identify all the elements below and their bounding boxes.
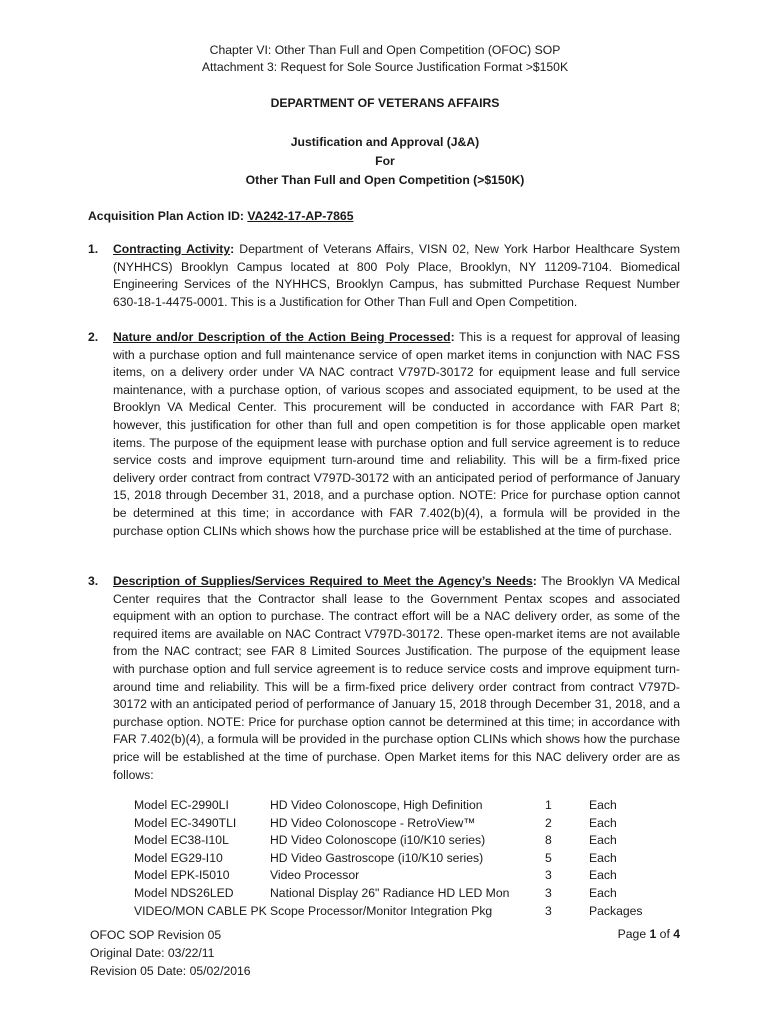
page-number [618, 926, 680, 944]
section-heading: Contracting Activity [113, 242, 231, 256]
table-row [134, 903, 669, 921]
section-text: This is a request for approval of leasing with a purchase option and full maintenance service of open market items in conjunction with NAC FSS items, on a delivery order under VA NAC contract V797D-30172 for equipment lease and full service maintenance, with a purchase option, of various scopes and associated equipment, to be used at the Brooklyn VA Medical Center. This procurement will be conducted in accordance with FAR Part 8; however, this justification for other than full and open competition is for those applicable open market items. The purpose of the equipment lease with purchase option and full service agreement is to reduce service costs and improve equipment turn-around time and reliability. This will be a firm-fixed price delivery order contract from contract V797D-30172 with an anticipated period of performance of January 15, 2018 through December 31, 2018, and a purchase option. NOTE: Price for purchase option cannot be determined at this time; in accordance with FAR 7.402(b)(4), a formula will be provided in the purchase option CLINs which shows how the purchase price will be established at the time of purchase. [113, 330, 680, 538]
item-description: Scope Processor/Monitor Integration Pkg [270, 903, 493, 918]
section-heading: Nature and/or Description of the Action Being Processed [113, 330, 451, 344]
department-heading: DEPARTMENT OF VETERANS AFFAIRS [270, 96, 500, 110]
item-quantity: 5 [545, 850, 552, 865]
acquisition-label: Acquisition Plan Action ID: [88, 209, 248, 223]
section-supplies-services [88, 573, 680, 784]
section-heading: Description of Supplies/Services Required to Meet the Agency’s Needs [113, 574, 533, 588]
item-unit: Each [589, 850, 617, 865]
item-model: Model EG29-I10 [134, 850, 223, 865]
footer-revision-date: Revision 05 Date: 05/02/2016 [90, 964, 251, 978]
document-title [0, 133, 770, 190]
item-model: Model EPK-I5010 [134, 868, 230, 883]
item-quantity: 1 [545, 798, 552, 812]
item-model: VIDEO/MON CABLE PK [134, 903, 267, 918]
item-model: Model EC-3490TLI [134, 815, 237, 830]
item-unit: Each [589, 798, 617, 812]
table-row [134, 850, 669, 868]
page-total: 4 [673, 927, 680, 941]
page-header [0, 42, 770, 76]
table-row [134, 797, 669, 815]
page-current: 1 [649, 927, 657, 941]
item-unit: Each [589, 815, 617, 830]
section-text: Department of Veterans Affairs, VISN 02, New York Harbor Healthcare System (NYHHCS) Brooklyn Campus located at 800 Poly Place, Brooklyn, NY 11209-7104. Biomedical Engineering Services of the NYHHCS, Brooklyn Campus, has submitted Purchase Request Number 630-18-1-4475-0001. This is a Justification for Other Than Full and Open Competition. [113, 242, 681, 309]
section-number: 1. [88, 242, 99, 256]
item-model: Model EC-2990LI [134, 798, 229, 812]
item-description: HD Video Gastroscope (i10/K10 series) [270, 850, 484, 865]
section-number: 2. [88, 330, 99, 344]
item-quantity: 2 [545, 815, 552, 830]
item-description: HD Video Colonoscope - RetroView™ [270, 815, 476, 830]
section-text: The Brooklyn VA Medical Center requires that the Contractor shall lease to the Government Pentax scopes and associated equipment with an option to purchase. The contract effort will be a NAC delivery order, as some of the required items are available on NAC Contract V797D-30172. These open-market items are not available from the NAC contract; see FAR 8 Limited Sources Justification. The purpose of the equipment lease with purchase option and full service agreement is to reduce service costs and improve equipment turn-around time and reliability. This will be a firm-fixed price delivery order contract from contract V797D-30172 with an anticipated period of performance of January 15, 2018 through December 31, 2018, and a purchase option. NOTE: Price for purchase option cannot be determined at this time; in accordance with FAR 7.402(b)(4), a formula will be provided in the purchase option CLINs which shows how the purchase price will be established at the time of purchase. Open Market items for this NAC delivery order are as follows: [113, 574, 681, 782]
header-chapter: Chapter VI: Other Than Full and Open Competition (OFOC) SOP [209, 43, 561, 57]
footer-original-date: Original Date: 03/22/11 [90, 946, 215, 960]
section-colon: : [532, 574, 537, 588]
acquisition-plan-id [88, 208, 353, 226]
item-model: Model NDS26LED [134, 885, 234, 900]
item-unit: Each [589, 868, 617, 883]
item-model: Model EC38-I10L [134, 833, 229, 848]
item-quantity: 3 [545, 903, 552, 918]
section-contracting-activity [88, 241, 680, 311]
page-prefix: Page [617, 927, 650, 941]
section-colon: : [450, 330, 455, 344]
acquisition-id: VA242-17-AP-7865 [247, 209, 354, 223]
section-number: 3. [88, 574, 99, 588]
item-unit: Each [589, 885, 617, 900]
item-description: HD Video Colonoscope (i10/K10 series) [270, 833, 486, 848]
item-unit: Each [589, 833, 617, 848]
title-line-3: Other Than Full and Open Competition (>$150K) [245, 173, 525, 187]
item-unit: Packages [589, 903, 643, 918]
item-quantity: 8 [545, 833, 552, 848]
title-line-1: Justification and Approval (J&A) [290, 135, 480, 149]
item-quantity: 3 [545, 868, 552, 883]
table-row [134, 867, 669, 885]
header-attachment: Attachment 3: Request for Sole Source Justification Format >$150K [201, 60, 569, 74]
item-description: Video Processor [270, 868, 360, 883]
page-of: of [656, 927, 674, 941]
item-description: National Display 26" Radiance HD LED Mon [270, 885, 510, 900]
table-row [134, 832, 669, 850]
item-description: HD Video Colonoscope, High Definition [270, 798, 483, 812]
page-footer-revision [90, 926, 251, 980]
open-market-items-table [134, 797, 669, 920]
table-row [134, 815, 669, 833]
section-nature-of-action [88, 329, 680, 540]
table-row [134, 885, 669, 903]
footer-sop-revision: OFOC SOP Revision 05 [90, 928, 222, 942]
title-line-2: For [375, 154, 395, 168]
item-quantity: 3 [545, 885, 552, 900]
section-colon: : [230, 242, 235, 256]
